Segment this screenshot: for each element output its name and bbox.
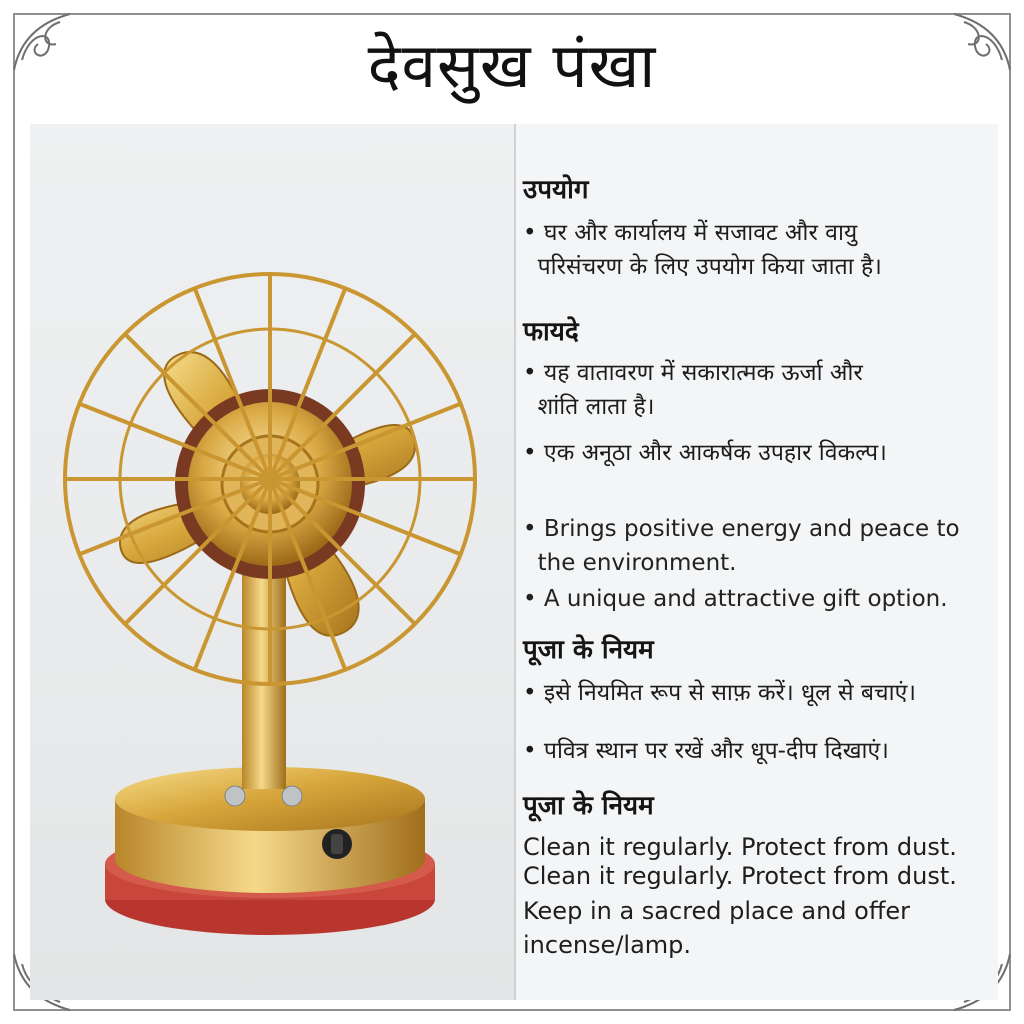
benefit-item-1: • यह वातावरण में सकारात्मक ऊर्जा और शांति लाता है। [523,360,863,420]
benefit-item-2: • एक अनूठा और आकर्षक उपहार विकल्प। [523,440,887,466]
rule-item-1: • इसे नियमित रूप से साफ़ करें। धूल से बचाएं। [523,680,917,706]
benefit-item-en-1: • Brings positive energy and peace to the environment. [523,516,960,576]
page-title: देवसुख पंखा [367,29,657,102]
rules-en-line-2: Clean it regularly. Protect from dust. [523,862,957,890]
rules-en-line-3: Keep in a sacred place and offer [523,897,910,925]
brass-fan-illustration [30,124,514,1000]
benefits-heading: फायदे [523,317,579,347]
rule-item-2: • पवित्र स्थान पर रखें और धूप-दीप दिखाएं। [523,738,889,764]
rules-en-line-4: incense/lamp. [523,931,692,959]
rules-heading: पूजा के नियम [523,635,654,665]
rules-en-line-1: Clean it regularly. Protect from dust. [523,833,957,861]
product-photo-panel [30,124,514,1000]
usage-item: • घर और कार्यालय में सजावट और वायु परिसंचरण के लिए उपयोग किया जाता है। [523,220,882,280]
rules-en-heading: पूजा के नियम [523,791,654,821]
benefit-item-en-2: • A unique and attractive gift option. [523,586,948,612]
usage-heading: उपयोग [523,175,589,205]
